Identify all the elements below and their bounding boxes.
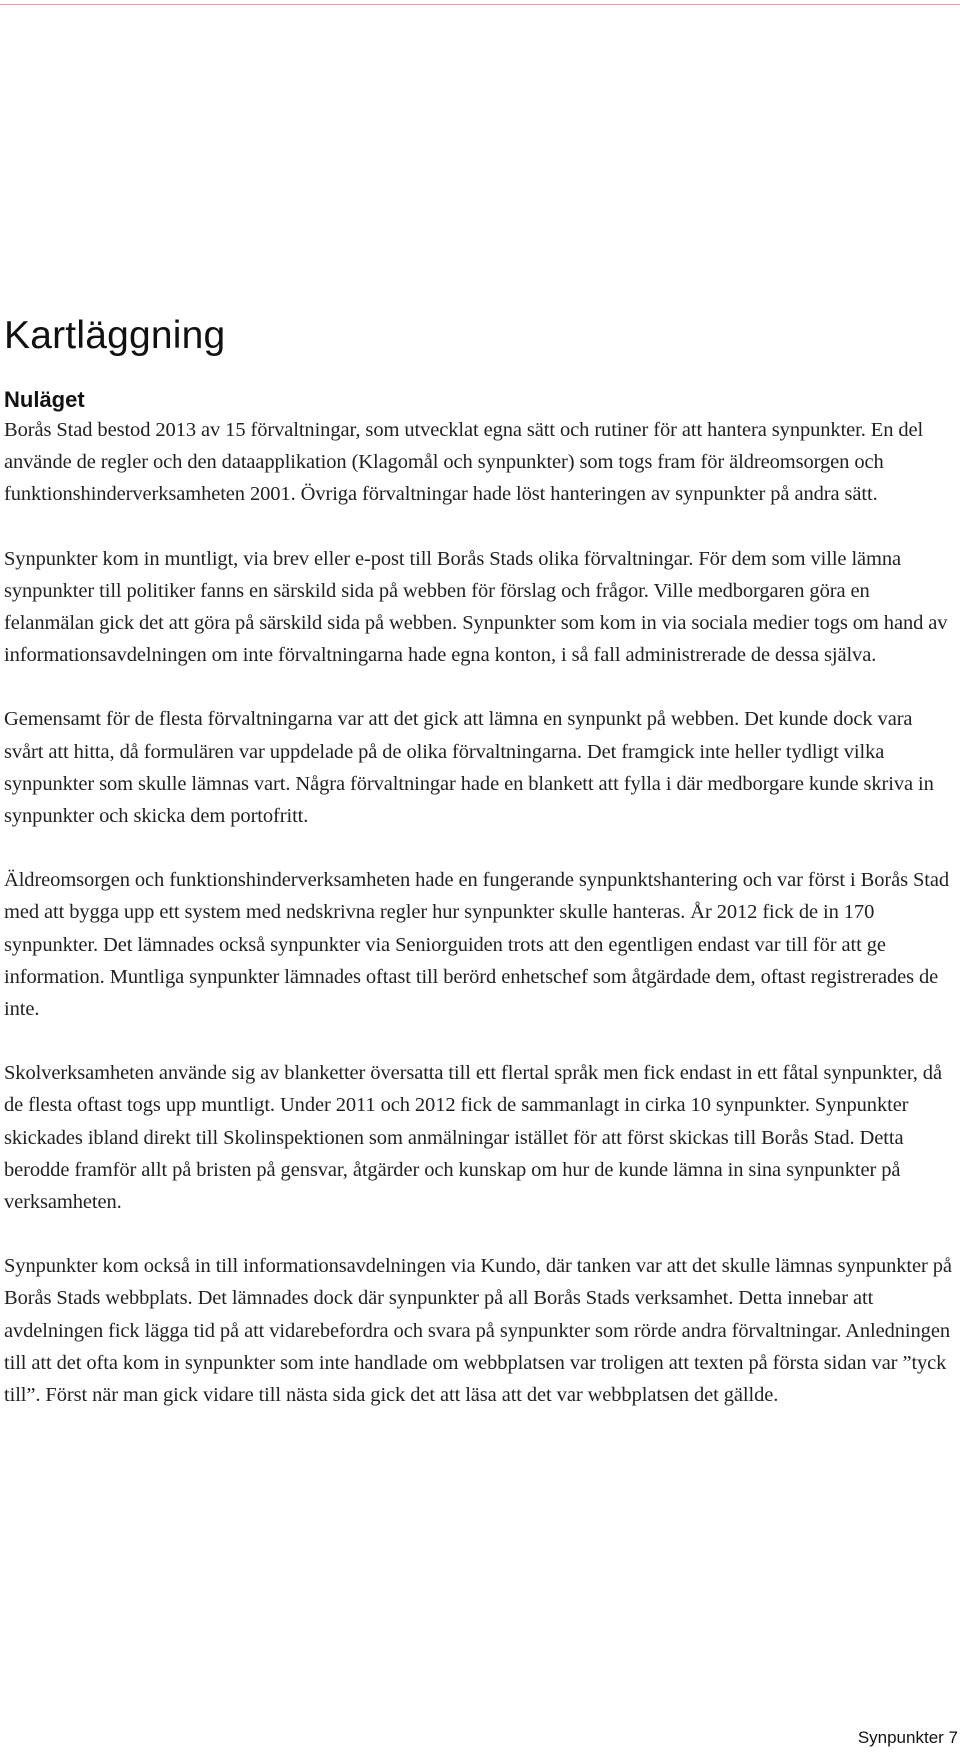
document-body [4,310,956,1443]
top-rule [0,4,960,5]
paragraph-kundo: Synpunkter kom också in till informationsavdelningen via Kundo, där tanken var att det skulle lämnas synpunkter på Borås Stads webbplats. Det lämnades dock där synpunkter på all Borås Stads verksamhet. Detta innebar att avdelningen fick lägga tid på att vidarebefordra och svara på synpunkter som rörde andra förvaltningar. Anledningen till att det ofta kom in synpunkter som inte handlade om webbplatsen var troligen att texten på första sidan var ”tyck till”. Först när man gick vidare till nästa sida gick det att läsa att det var webbplatsen det gällde. [4,1255,952,1407]
section-heading: Nuläget [4,387,85,412]
paragraph-intro: Borås Stad bestod 2013 av 15 förvaltningar, som utvecklat egna sätt och rutiner för att hantera synpunkter. En del använde de regler och den dataapplikation (Klagomål och synpunkter) som togs fram för äldreomsorgen och funktionshinderverksamheten 2001. Övriga förvaltningar hade löst hanteringen av synpunkter på andra sätt. [4,419,924,506]
page-title: Kartläggning [4,314,226,357]
paragraph-web-forms: Gemensamt för de flesta förvaltningarna var att det gick att lämna en synpunkt på webben. Det kunde dock vara svårt att hitta, då formulären var uppdelade på de olika förvaltningarna. Det framgick inte heller tydligt vilka synpunkter som skulle lämnas vart. Några förvaltningar hade en blankett att fylla i där medborgare kunde skriva in synpunkter och skicka dem portofritt. [4,708,934,828]
paragraph-channels: Synpunkter kom in muntligt, via brev eller e-post till Borås Stads olika förvaltningar. För dem som ville lämna synpunkter till politiker fanns en särskild sida på webben för förslag och frågor. Ville medborgaren göra en felanmälan gick det att göra på särskild sida på webben. Synpunkter som kom in via sociala medier togs om hand av informationsavdelningen om inte förvaltningarna hade egna konton, i så fall administrerade de dessa själva. [4,547,948,667]
paragraph-elderly-care: Äldreomsorgen och funktionshinderverksamheten hade en fungerande synpunktshantering och var först i Borås Stad med att bygga upp ett system med nedskrivna regler hur synpunkter skulle hanteras. År 2012 fick de in 170 synpunkter. Det lämnades också synpunkter via Seniorguiden trots att den egentligen endast var till för att ge information. Muntliga synpunkter lämnades oftast till berörd enhetschef som åtgärdade dem, oftast registrerades de inte. [4,869,950,1021]
paragraph-school: Skolverksamheten använde sig av blanketter översatta till ett flertal språk men fick endast in ett fåtal synpunkter, då de flesta oftast togs upp muntligt. Under 2011 och 2012 fick de sammanlagt in cirka 10 synpunkter. Synpunkter skickades ibland direkt till Skolinspektionen som anmälningar istället för att först skickas till Borås Stad. Detta berodde framför allt på bristen på gensvar, åtgärder och kunskap om hur de kunde lämna in sina synpunkter på verksamheten. [4,1062,942,1214]
page-footer: Synpunkter 7 [857,1728,958,1747]
